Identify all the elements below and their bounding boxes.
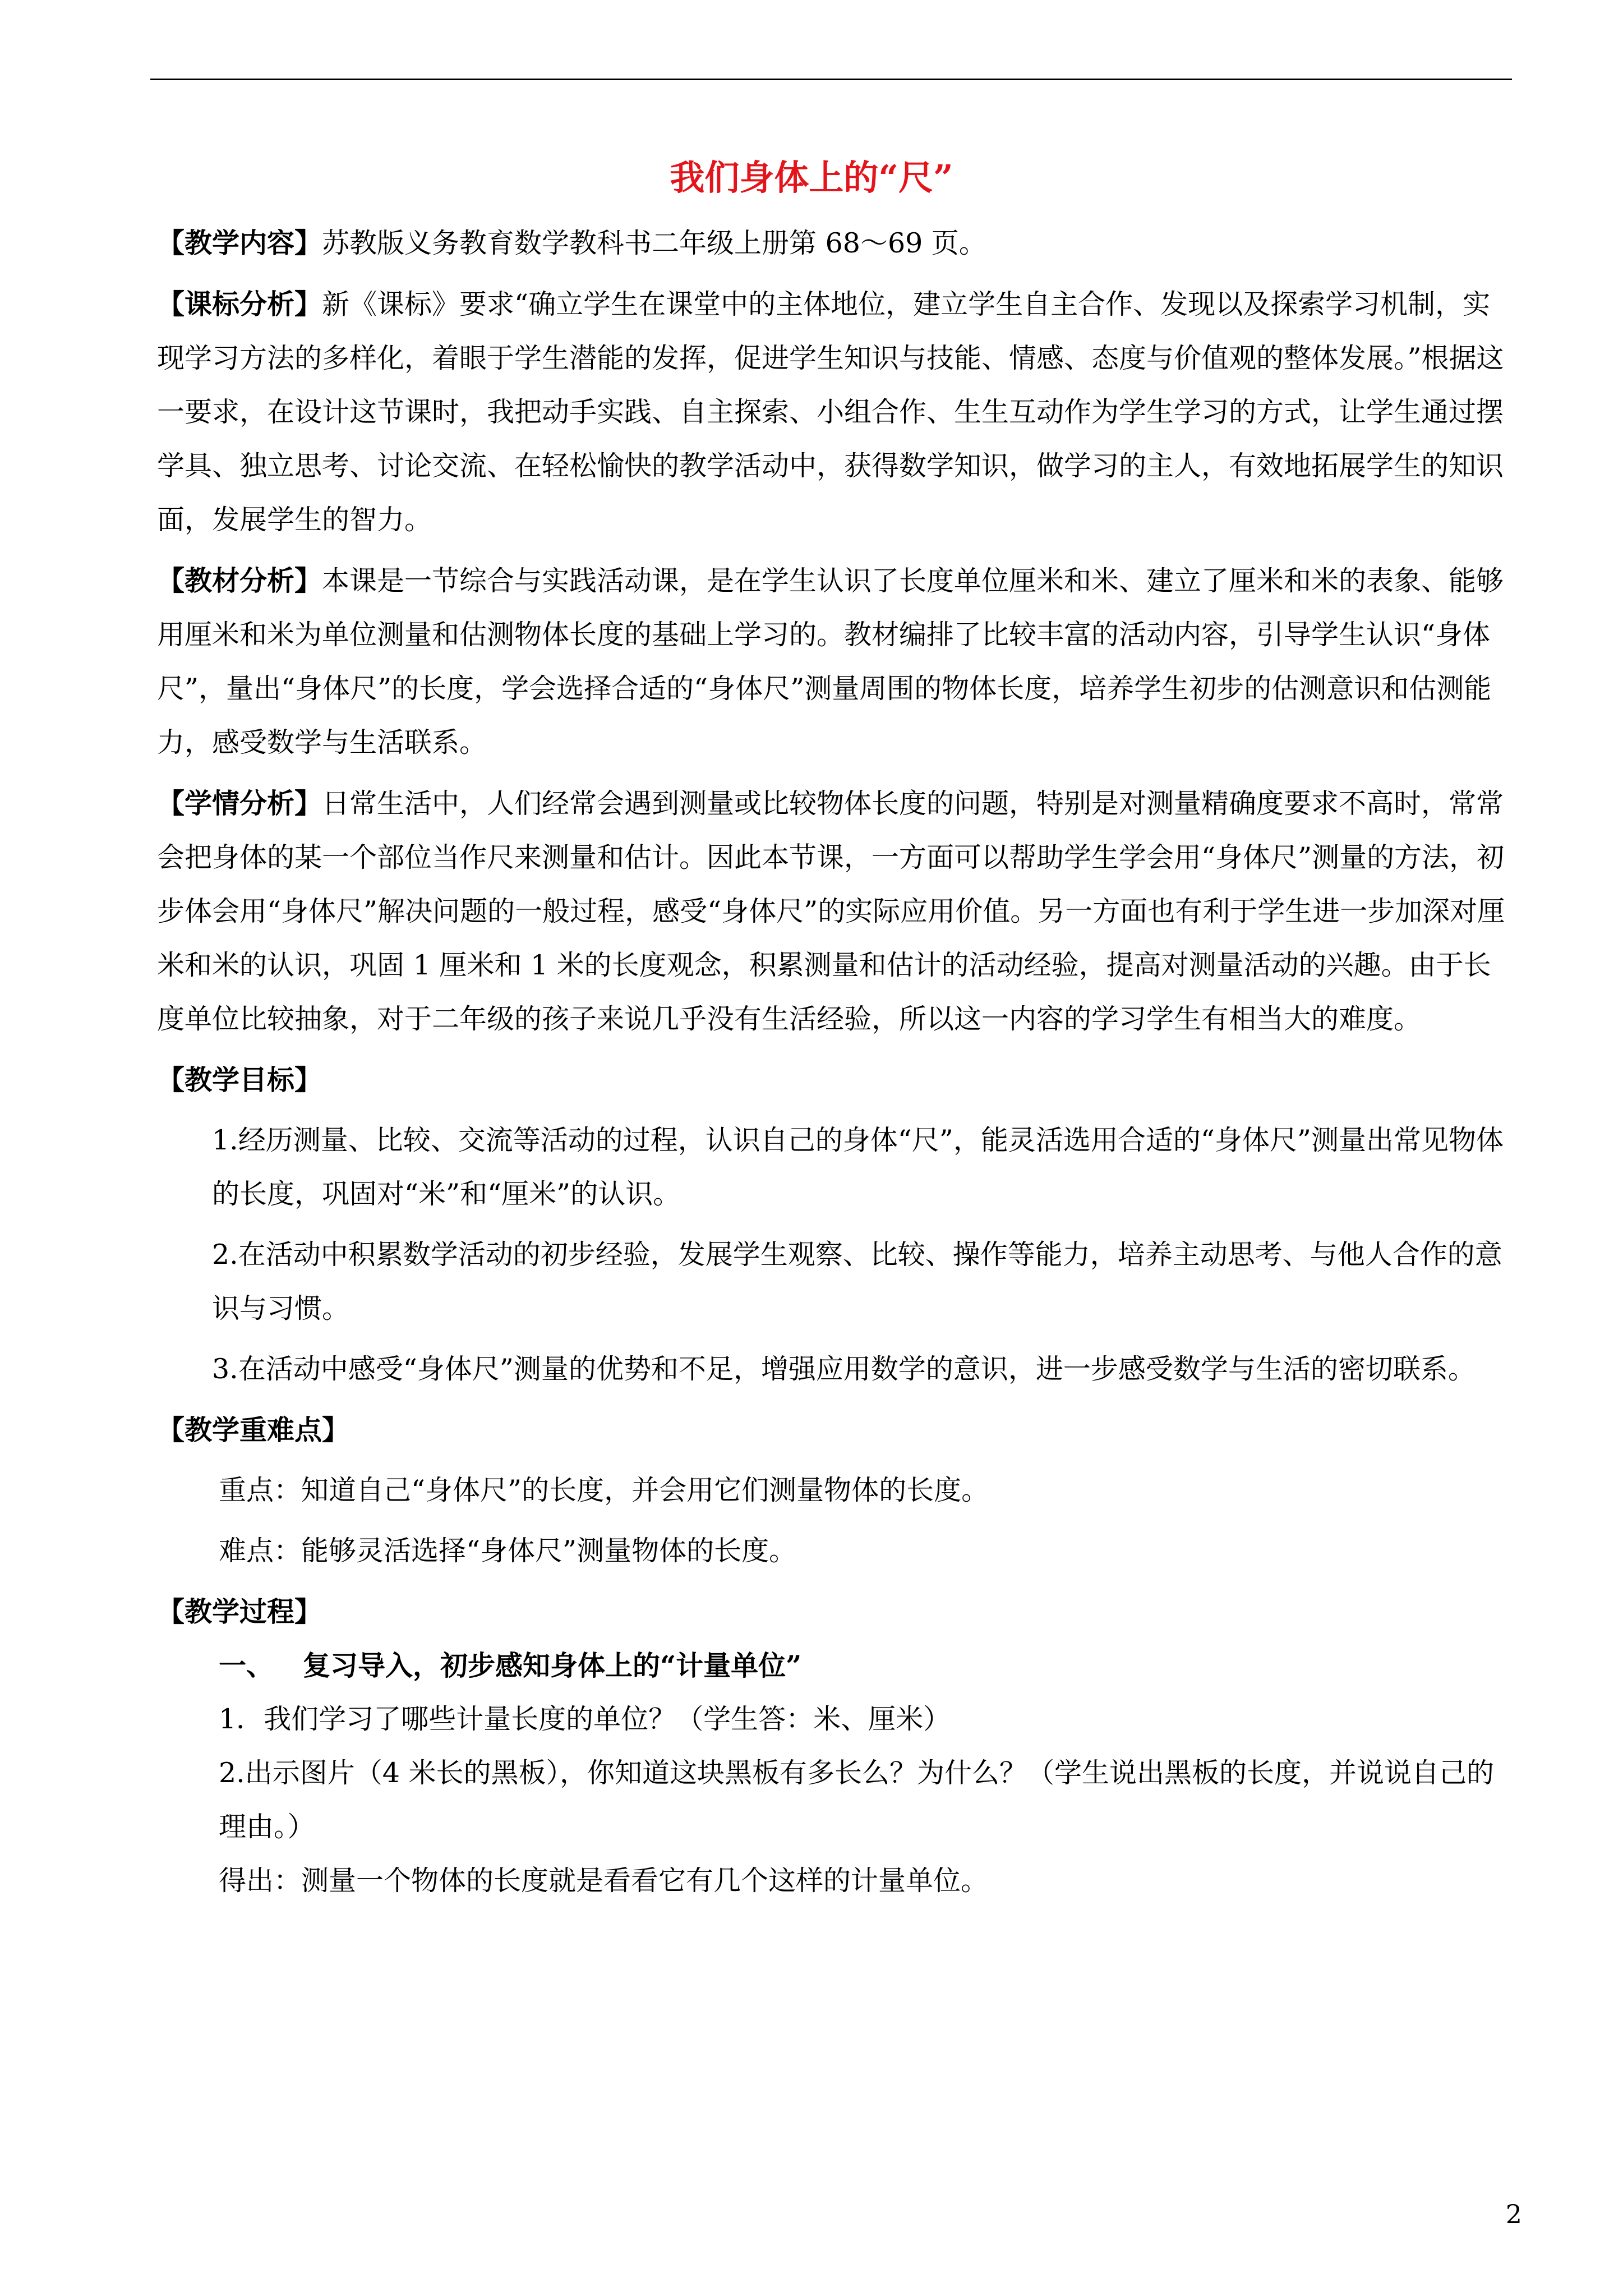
document-title: 我们身体上的“尺”	[670, 157, 953, 198]
page-number: 2	[1505, 2199, 1522, 2229]
section-curriculum-analysis	[157, 277, 1514, 547]
section-label: 【教学内容】	[157, 227, 322, 259]
section-key-difficult-heading: 【教学重难点】	[157, 1414, 350, 1446]
section-label: 【教材分析】	[157, 564, 322, 597]
section-label: 【课标分析】	[157, 288, 322, 320]
process-step-1-heading	[157, 1639, 1514, 1692]
goal-item-3: 3.在活动中感受“身体尺”测量的优势和不足，增强应用数学的意识，进一步感受数学与生活的密切联系。	[212, 1353, 1476, 1385]
section-text: 新《课标》要求“确立学生在课堂中的主体地位，建立学生自主合作、发现以及探索学习机制，实现学习方法的多样化，着眼于学生潜能的发挥，促进学生知识与技能、情感、态度与价值观的整体发展。”根据这一要求，在设计这节课时，我把动手实践、自主探索、小组合作、生生互动作为学生学习的方式，让学生通过摆学具、独立思考、讨论交流、在轻松愉快的教学活动中，获得数学知识，做学习的主人，有效地拓展学生的知识面，发展学生的智力。	[157, 288, 1504, 536]
key-point: 重点：知道自己“身体尺”的长度，并会用它们测量物体的长度。	[219, 1474, 989, 1506]
section-learner-analysis	[157, 776, 1514, 1046]
process-step-1-question-2: 2.出示图片（4 米长的黑板），你知道这块黑板有多长么？为什么？（学生说出黑板的长度，并说说自己的理由。）	[219, 1757, 1495, 1843]
process-step-1-conclusion: 得出：测量一个物体的长度就是看看它有几个这样的计量单位。	[219, 1865, 989, 1897]
goal-item-2: 2.在活动中积累数学活动的初步经验，发展学生观察、比较、操作等能力，培养主动思考、与他人合作的意识与习惯。	[212, 1239, 1502, 1324]
section-teaching-content	[157, 216, 1514, 270]
step-number: 一、	[219, 1649, 274, 1682]
section-teaching-goals-heading: 【教学目标】	[157, 1064, 322, 1096]
section-teaching-process-heading: 【教学过程】	[157, 1595, 322, 1628]
section-label: 【学情分析】	[157, 787, 322, 820]
section-text: 日常生活中，人们经常会遇到测量或比较物体长度的问题，特别是对测量精确度要求不高时，常常会把身体的某一个部位当作尺来测量和估计。因此本节课，一方面可以帮助学生学会用“身体尺”测量的方法，初步体会用“身体尺”解决问题的一般过程，感受“身体尺”的实际应用价值。另一方面也有利于学生进一步加深对厘米和米的认识，巩固 1 厘米和 1 米的长度观念，积累测量和估计的活动经验，提高对测量活动的兴趣。由于长度单位比较抽象，对于二年级的孩子来说几乎没有生活经验，所以这一内容的学习学生有相当大的难度。	[157, 788, 1505, 1035]
goal-item-1: 1.经历测量、比较、交流等活动的过程，认识自己的身体“尺”，能灵活选用合适的“身体尺”测量出常见物体的长度，巩固对“米”和“厘米”的认识。	[212, 1124, 1504, 1210]
section-text: 本课是一节综合与实践活动课，是在学生认识了长度单位厘米和米、建立了厘米和米的表象、能够用厘米和米为单位测量和估测物体长度的基础上学习的。教材编排了比较丰富的活动内容，引导学生认识“身体尺”，量出“身体尺”的长度，学会选择合适的“身体尺”测量周围的物体长度，培养学生初步的估测意识和估测能力，感受数学与生活联系。	[157, 565, 1504, 758]
section-teaching-process	[157, 1585, 1514, 1908]
step-title: 复习导入，初步感知身体上的“计量单位”	[303, 1649, 802, 1682]
difficult-point: 难点：能够灵活选择“身体尺”测量物体的长度。	[219, 1535, 797, 1567]
section-text: 苏教版义务教育数学教科书二年级上册第 68～69 页。	[322, 227, 986, 259]
header-rule	[150, 79, 1512, 80]
document-body	[157, 216, 1514, 1908]
process-step-1-question-1: 1．我们学习了哪些计量长度的单位？（学生答：米、厘米）	[219, 1703, 951, 1735]
section-textbook-analysis	[157, 554, 1514, 770]
